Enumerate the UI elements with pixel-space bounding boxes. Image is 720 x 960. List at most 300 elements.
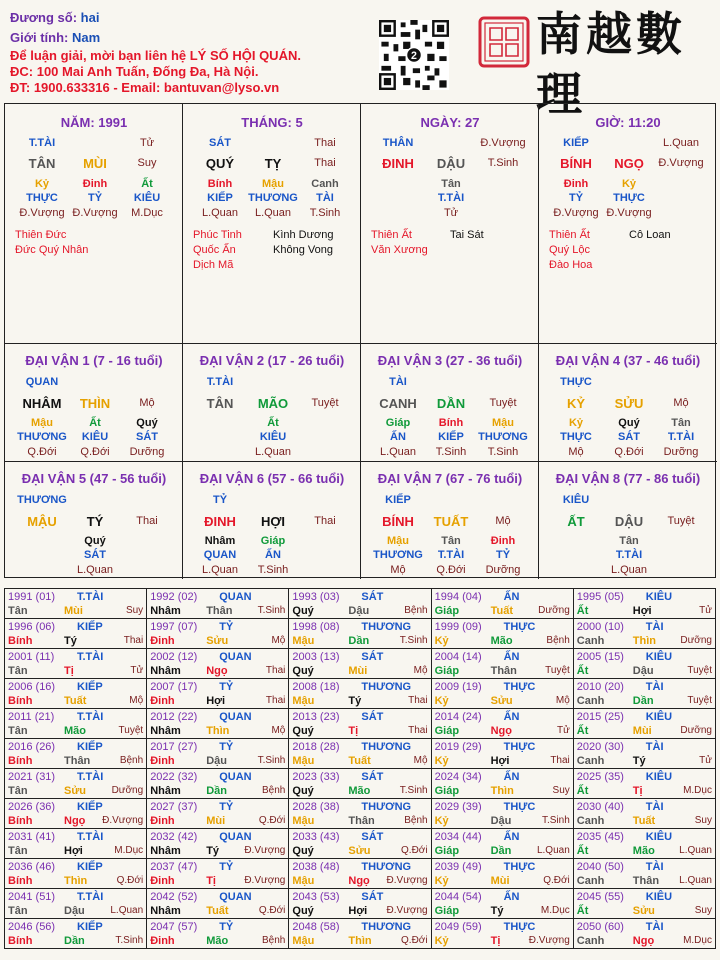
year-cell bbox=[288, 918, 431, 949]
hidden-stem-state: Dưỡng bbox=[663, 446, 699, 458]
hidden-stem-star: THỰC bbox=[613, 192, 645, 204]
year-chi: Tị bbox=[490, 935, 501, 947]
year-can: Giáp bbox=[434, 665, 460, 677]
year-can: Nhâm bbox=[150, 785, 181, 797]
year-label: 2048 (58) bbox=[292, 921, 340, 933]
year-state: Bệnh bbox=[546, 635, 570, 646]
year-chi: Mão bbox=[348, 785, 371, 797]
year-can: Canh bbox=[576, 935, 605, 947]
dai-van-cell-5 bbox=[5, 462, 183, 579]
than-sat: Dịch Mã bbox=[193, 259, 234, 271]
hidden-stem: Ất bbox=[141, 178, 153, 190]
year-star: SÁT bbox=[361, 771, 384, 783]
year-can: Quý bbox=[292, 725, 314, 737]
year-label: 1995 (05) bbox=[576, 591, 624, 603]
year-state: L.Quan bbox=[536, 845, 570, 856]
year-cell bbox=[573, 798, 716, 829]
hidden-stem-state: L.Quan bbox=[379, 446, 417, 458]
pillar-title: NGÀY: 27 bbox=[420, 115, 480, 130]
hidden-stem-star: SÁT bbox=[84, 549, 106, 561]
year-chi: Tị bbox=[64, 665, 74, 677]
year-label: 2030 (40) bbox=[576, 801, 624, 813]
year-can: Canh bbox=[576, 815, 605, 827]
year-chi: Tuất bbox=[632, 815, 656, 827]
dai-van-chi: THÌN bbox=[79, 396, 111, 411]
year-star: THƯƠNG bbox=[361, 921, 412, 933]
year-state: Q.Đới bbox=[543, 875, 570, 886]
dai-van-chi: TÝ bbox=[86, 514, 104, 529]
year-can: Tân bbox=[8, 605, 28, 617]
pillar-cell-1 bbox=[5, 104, 183, 344]
year-cell bbox=[431, 798, 574, 829]
year-cell bbox=[573, 708, 716, 739]
year-star: SÁT bbox=[361, 711, 384, 723]
year-can: Ất bbox=[576, 725, 589, 737]
year-chi: Thân bbox=[490, 665, 517, 677]
year-cell bbox=[573, 648, 716, 679]
hidden-stem: Kỷ bbox=[568, 417, 584, 429]
year-cell bbox=[146, 648, 289, 679]
year-can: Giáp bbox=[434, 725, 460, 737]
than-sat-right: Kình Dương bbox=[273, 229, 334, 241]
dai-van-chi: DẬU bbox=[614, 514, 644, 529]
year-chi: Tý bbox=[348, 695, 362, 707]
year-chi: Hợi bbox=[206, 695, 226, 707]
year-label: 2022 (32) bbox=[150, 771, 198, 783]
hidden-stem: Tân bbox=[671, 417, 691, 429]
year-star: KIẾP bbox=[77, 861, 103, 873]
year-state: Mộ bbox=[413, 755, 428, 766]
year-star: THƯƠNG bbox=[361, 681, 412, 693]
year-star: TÀI bbox=[645, 921, 664, 933]
pillar-title: THÁNG: 5 bbox=[241, 115, 303, 130]
pillar-title: NĂM: 1991 bbox=[60, 115, 128, 130]
year-star: TÀI bbox=[645, 741, 664, 753]
year-cell bbox=[573, 918, 716, 949]
hidden-stem: Ất bbox=[267, 417, 279, 429]
hidden-stem-state: Đ.Vượng bbox=[606, 207, 652, 219]
year-chi: Tý bbox=[206, 845, 220, 857]
hidden-stem: Bính bbox=[207, 178, 233, 190]
dai-van-cell-6 bbox=[183, 462, 361, 579]
year-state: Bệnh bbox=[262, 935, 286, 946]
pillar-chi: NGỌ bbox=[614, 156, 644, 171]
qr-code-icon[interactable] bbox=[379, 20, 449, 90]
year-state: Suy bbox=[125, 605, 144, 616]
year-star: TỶ bbox=[219, 861, 234, 873]
than-sat: Văn Xương bbox=[371, 244, 428, 256]
year-star: KIẾP bbox=[77, 801, 103, 813]
year-star: THỰC bbox=[503, 621, 536, 633]
owner-value: hai bbox=[80, 10, 100, 25]
pillar-ts-top: Đ.Vượng bbox=[480, 137, 526, 149]
hidden-stem-star: KIẾP bbox=[438, 431, 464, 443]
year-state: Thai bbox=[123, 635, 144, 646]
year-can: Canh bbox=[576, 635, 605, 647]
dai-van-title: ĐẠI VẬN 8 (77 - 86 tuổi) bbox=[555, 471, 701, 486]
pillar-thapthan: THÂN bbox=[382, 137, 414, 149]
year-state: T.Sinh bbox=[541, 815, 570, 826]
year-chi: Tuất bbox=[490, 605, 513, 617]
year-chi: Dần bbox=[632, 695, 654, 707]
year-label: 2017 (27) bbox=[150, 741, 198, 753]
year-chi: Mùi bbox=[348, 665, 368, 677]
year-state: M.Dục bbox=[540, 905, 570, 916]
year-can: Mậu bbox=[292, 875, 315, 887]
year-label: 2020 (30) bbox=[576, 741, 624, 753]
dai-van-star: THƯƠNG bbox=[17, 494, 67, 506]
year-label: 2032 (42) bbox=[150, 831, 198, 843]
year-label: 2002 (12) bbox=[150, 651, 198, 663]
hidden-stem: Nhâm bbox=[204, 535, 236, 547]
dai-van-can: KỶ bbox=[566, 396, 586, 411]
year-star: QUAN bbox=[219, 771, 252, 783]
year-can: Bính bbox=[8, 815, 33, 827]
year-label: 2042 (52) bbox=[150, 891, 198, 903]
year-label: 2001 (11) bbox=[8, 651, 55, 663]
year-state: Đ.Vượng bbox=[386, 875, 428, 886]
hidden-stem-state: Đ.Vượng bbox=[72, 207, 118, 219]
hidden-stem-state: Tử bbox=[443, 207, 459, 219]
year-chi: Tý bbox=[490, 905, 504, 917]
year-chi: Thân bbox=[632, 875, 660, 887]
hidden-stem-state: L.Quan bbox=[201, 207, 239, 219]
hidden-stem: Đinh bbox=[82, 178, 108, 190]
year-cell bbox=[288, 708, 431, 739]
year-label: 2049 (59) bbox=[434, 921, 482, 933]
than-sat: Quốc Ấn bbox=[193, 244, 236, 256]
pillar-cell-2 bbox=[183, 104, 361, 344]
year-label: 2031 (41) bbox=[8, 831, 56, 843]
hidden-stem-star: ẤN bbox=[265, 549, 281, 561]
year-star: TỶ bbox=[219, 741, 234, 753]
year-label: 2025 (35) bbox=[576, 771, 624, 783]
dai-van-state: Tuyệt bbox=[667, 515, 695, 527]
year-state: Q.Đới bbox=[401, 845, 428, 856]
year-can: Canh bbox=[576, 875, 605, 887]
year-label: 2047 (57) bbox=[150, 921, 198, 933]
dai-van-title: ĐẠI VẬN 3 (27 - 36 tuổi) bbox=[377, 353, 523, 368]
year-cell bbox=[146, 618, 289, 649]
hidden-stem-state: L.Quan bbox=[254, 207, 292, 219]
hidden-stem-state: Mộ bbox=[568, 446, 584, 458]
dai-van-star: THỰC bbox=[560, 376, 592, 388]
year-can: Quý bbox=[292, 605, 314, 617]
year-label: 2018 (28) bbox=[292, 741, 340, 753]
chart-grid bbox=[4, 103, 716, 578]
year-cell bbox=[573, 678, 716, 709]
year-cell bbox=[573, 768, 716, 799]
year-chi: Thìn bbox=[64, 875, 88, 887]
hidden-stem: Mậu bbox=[31, 417, 53, 429]
hidden-stem-star: SÁT bbox=[136, 431, 158, 443]
year-cell bbox=[146, 708, 289, 739]
year-star: KIÊU bbox=[645, 891, 673, 903]
hidden-stem-state: Mộ bbox=[390, 564, 406, 576]
year-chi: Dần bbox=[348, 635, 370, 647]
year-chi: Tị bbox=[206, 875, 216, 887]
year-can: Nhâm bbox=[150, 605, 181, 617]
year-state: T.Sinh bbox=[399, 785, 428, 796]
year-state: L.Quan bbox=[110, 905, 144, 916]
year-state: Tuyệt bbox=[545, 665, 570, 676]
year-state: Tử bbox=[130, 665, 144, 676]
year-cell bbox=[146, 828, 289, 859]
qr-center-label: 2 bbox=[411, 49, 417, 62]
year-label: 2043 (53) bbox=[292, 891, 340, 903]
year-cell bbox=[4, 738, 147, 769]
hidden-stem: Canh bbox=[311, 178, 339, 190]
year-chi: Mùi bbox=[206, 815, 226, 827]
year-chi: Hợi bbox=[632, 605, 652, 617]
year-star: KIÊU bbox=[645, 711, 673, 723]
dai-van-chi: HỢI bbox=[260, 514, 286, 529]
year-state: M.Dục bbox=[683, 935, 712, 946]
year-cell bbox=[288, 888, 431, 919]
hidden-stem-state: M.Dục bbox=[131, 207, 163, 219]
pillar-chi: DẬU bbox=[436, 156, 466, 171]
year-state: Tuyệt bbox=[687, 695, 712, 706]
year-can: Canh bbox=[576, 695, 605, 707]
year-state: M.Dục bbox=[114, 845, 144, 856]
year-chi: Dậu bbox=[632, 665, 654, 677]
year-star: ẤN bbox=[503, 651, 520, 663]
gender-line bbox=[10, 30, 100, 46]
year-chi: Dần bbox=[490, 845, 512, 857]
dai-van-star: QUAN bbox=[25, 376, 59, 388]
year-star: TỶ bbox=[219, 921, 234, 933]
year-can: Mậu bbox=[292, 695, 315, 707]
year-state: L.Quan bbox=[679, 875, 712, 886]
year-can: Bính bbox=[8, 755, 33, 767]
year-cell bbox=[431, 588, 574, 619]
year-cell bbox=[4, 918, 147, 949]
year-star: KIẾP bbox=[77, 921, 103, 933]
year-can: Kỷ bbox=[434, 875, 449, 887]
year-state: Tuyệt bbox=[118, 725, 144, 736]
year-chi: Tị bbox=[632, 785, 643, 797]
year-state: Thai bbox=[408, 725, 428, 736]
year-star: THƯƠNG bbox=[361, 801, 412, 813]
year-cell bbox=[4, 618, 147, 649]
year-can: Giáp bbox=[434, 605, 460, 617]
year-state: Tử bbox=[556, 725, 570, 736]
year-can: Giáp bbox=[434, 905, 460, 917]
year-can: Kỷ bbox=[434, 635, 449, 647]
year-can: Nhâm bbox=[150, 905, 181, 917]
year-can: Kỷ bbox=[434, 695, 449, 707]
year-chi: Tuất bbox=[206, 905, 229, 917]
dai-van-state: Mộ bbox=[139, 397, 155, 409]
year-chi: Ngọ bbox=[348, 875, 370, 887]
hidden-stem-star: T.TÀI bbox=[437, 192, 465, 204]
year-chi: Mùi bbox=[64, 605, 83, 617]
year-can: Bính bbox=[8, 875, 33, 887]
hidden-stem-star: TỶ bbox=[495, 549, 511, 561]
year-cell bbox=[4, 858, 147, 889]
year-label: 2019 (29) bbox=[434, 741, 482, 753]
hidden-stem: Kỷ bbox=[34, 178, 50, 190]
pillar-ts-mid: Thai bbox=[314, 157, 336, 169]
year-chi: Thân bbox=[206, 605, 233, 617]
year-can: Ất bbox=[576, 605, 589, 617]
pillar-ts-top: Thai bbox=[314, 137, 336, 149]
year-state: Bệnh bbox=[119, 755, 144, 766]
hidden-stem-star: THỰC bbox=[560, 431, 592, 443]
dai-van-cell-3 bbox=[361, 344, 539, 462]
hidden-stem-star: THỰC bbox=[26, 192, 58, 204]
year-chi: Sửu bbox=[490, 695, 513, 707]
dai-van-can: BÍNH bbox=[382, 514, 414, 529]
hidden-stem-star: THƯƠNG bbox=[17, 431, 67, 443]
year-cell bbox=[288, 648, 431, 679]
dai-van-star: TỶ bbox=[212, 494, 228, 506]
year-cell bbox=[4, 588, 147, 619]
year-can: Tân bbox=[8, 905, 28, 917]
year-can: Mậu bbox=[292, 755, 315, 767]
year-star: TỶ bbox=[219, 621, 234, 633]
year-can: Bính bbox=[8, 935, 33, 947]
dai-van-chi: DẦN bbox=[436, 396, 466, 411]
year-can: Bính bbox=[8, 695, 33, 707]
year-label: 2028 (38) bbox=[292, 801, 340, 813]
year-label: 2039 (49) bbox=[434, 861, 482, 873]
year-can: Ất bbox=[576, 665, 589, 677]
year-chi: Mùi bbox=[490, 875, 510, 887]
hidden-stem-star: T.TÀI bbox=[667, 431, 695, 443]
year-star: QUAN bbox=[219, 711, 252, 723]
year-cell bbox=[573, 888, 716, 919]
year-star: QUAN bbox=[219, 891, 252, 903]
year-state: Mộ bbox=[555, 695, 570, 706]
year-state: Dưỡng bbox=[538, 605, 570, 616]
year-can: Ất bbox=[576, 845, 589, 857]
pillar-can: ĐINH bbox=[382, 156, 414, 171]
pillar-ts-top: L.Quan bbox=[662, 137, 700, 149]
year-label: 2035 (45) bbox=[576, 831, 624, 843]
year-state: Tuyệt bbox=[687, 665, 712, 676]
pillar-thapthan: T.TÀI bbox=[28, 137, 56, 149]
dai-van-state: Mộ bbox=[673, 397, 689, 409]
hidden-stem-star: TÀI bbox=[316, 192, 334, 204]
year-star: QUAN bbox=[219, 651, 252, 663]
hidden-stem: Quý bbox=[136, 417, 158, 429]
hidden-stem-state: L.Quan bbox=[76, 564, 114, 576]
year-state: Mộ bbox=[413, 665, 428, 676]
year-star: T.TÀI bbox=[77, 651, 104, 663]
year-label: 1997 (07) bbox=[150, 621, 198, 633]
year-star: KIÊU bbox=[645, 651, 673, 663]
year-star: T.TÀI bbox=[77, 771, 104, 783]
year-label: 2023 (33) bbox=[292, 771, 340, 783]
year-label: 2011 (21) bbox=[8, 711, 55, 723]
year-chi: Sửu bbox=[64, 785, 87, 797]
year-label: 2040 (50) bbox=[576, 861, 624, 873]
year-cell bbox=[4, 888, 147, 919]
year-label: 2004 (14) bbox=[434, 651, 482, 663]
year-chi: Ngọ bbox=[490, 725, 512, 737]
year-state: Dưỡng bbox=[680, 725, 712, 736]
year-star: SÁT bbox=[361, 891, 384, 903]
hidden-stem-state: T.Sinh bbox=[309, 207, 341, 219]
pillar-cell-4 bbox=[539, 104, 717, 344]
dai-van-state: Thai bbox=[136, 515, 158, 527]
year-chi: Tị bbox=[348, 725, 359, 737]
dai-van-cell-4 bbox=[539, 344, 717, 462]
than-sat: Đức Quý Nhân bbox=[15, 244, 89, 256]
pillar-ts-mid: Đ.Vượng bbox=[658, 157, 704, 169]
year-star: KIÊU bbox=[645, 771, 673, 783]
year-chi: Thìn bbox=[490, 785, 514, 797]
dai-van-cell-8 bbox=[539, 462, 717, 579]
hidden-stem: Tân bbox=[441, 535, 461, 547]
year-label: 1992 (02) bbox=[150, 591, 198, 603]
year-star: THƯƠNG bbox=[361, 861, 412, 873]
year-star: KIẾP bbox=[77, 681, 103, 693]
year-chi: Ngọ bbox=[632, 935, 655, 947]
year-can: Kỷ bbox=[434, 815, 449, 827]
dai-van-star: KIẾP bbox=[385, 494, 411, 506]
than-sat-right: Không Vong bbox=[273, 244, 333, 256]
hidden-stem-state: T.Sinh bbox=[487, 446, 519, 458]
year-cell bbox=[431, 858, 574, 889]
dai-van-state: Thai bbox=[314, 515, 336, 527]
year-star: ẤN bbox=[503, 711, 520, 723]
hidden-stem-star: KIẾP bbox=[207, 192, 233, 204]
year-star: ẤN bbox=[503, 771, 520, 783]
year-chi: Tý bbox=[632, 755, 646, 767]
year-label: 2007 (17) bbox=[150, 681, 198, 693]
year-state: Đ.Vượng bbox=[386, 905, 428, 916]
year-label: 2005 (15) bbox=[576, 651, 624, 663]
year-cell bbox=[146, 768, 289, 799]
year-cell bbox=[146, 798, 289, 829]
year-chi: Thìn bbox=[348, 935, 372, 947]
dai-van-can: ĐINH bbox=[204, 514, 236, 529]
hidden-stem: Kỷ bbox=[621, 178, 637, 190]
hidden-stem: Quý bbox=[84, 535, 106, 547]
year-can: Mậu bbox=[292, 935, 315, 947]
year-star: THỰC bbox=[503, 741, 536, 753]
hidden-stem-state: Q.Đới bbox=[614, 446, 644, 458]
owner-label: Đương số: bbox=[10, 10, 78, 25]
year-star: QUAN bbox=[219, 591, 252, 603]
year-label: 2016 (26) bbox=[8, 741, 56, 753]
hidden-stem-state: Đ.Vượng bbox=[19, 207, 65, 219]
hidden-stem: Giáp bbox=[260, 535, 286, 547]
year-can: Quý bbox=[292, 665, 314, 677]
year-chi: Sửu bbox=[348, 845, 371, 857]
pillar-ts-mid: Suy bbox=[137, 157, 157, 169]
year-star: SÁT bbox=[361, 651, 384, 663]
year-can: Giáp bbox=[434, 845, 460, 857]
hidden-stem-state: Q.Đới bbox=[27, 446, 57, 458]
year-chi: Ngọ bbox=[206, 665, 228, 677]
hidden-stem-state: Đ.Vượng bbox=[553, 207, 599, 219]
year-chi: Sửu bbox=[206, 635, 229, 647]
contact-line-3: ĐT: 1900.633316 - Email: bantuvan@lyso.vn bbox=[10, 80, 280, 95]
year-chi: Thìn bbox=[632, 635, 657, 647]
year-chi: Dậu bbox=[348, 605, 370, 617]
year-chi: Mão bbox=[64, 725, 86, 737]
pillar-title: GIỜ: 11:20 bbox=[595, 115, 661, 130]
year-label: 1994 (04) bbox=[434, 591, 482, 603]
hidden-stem-state: Q.Đới bbox=[80, 446, 110, 458]
year-chi: Dần bbox=[64, 935, 85, 947]
year-cell bbox=[573, 858, 716, 889]
year-cell bbox=[4, 798, 147, 829]
year-can: Đinh bbox=[150, 755, 175, 767]
